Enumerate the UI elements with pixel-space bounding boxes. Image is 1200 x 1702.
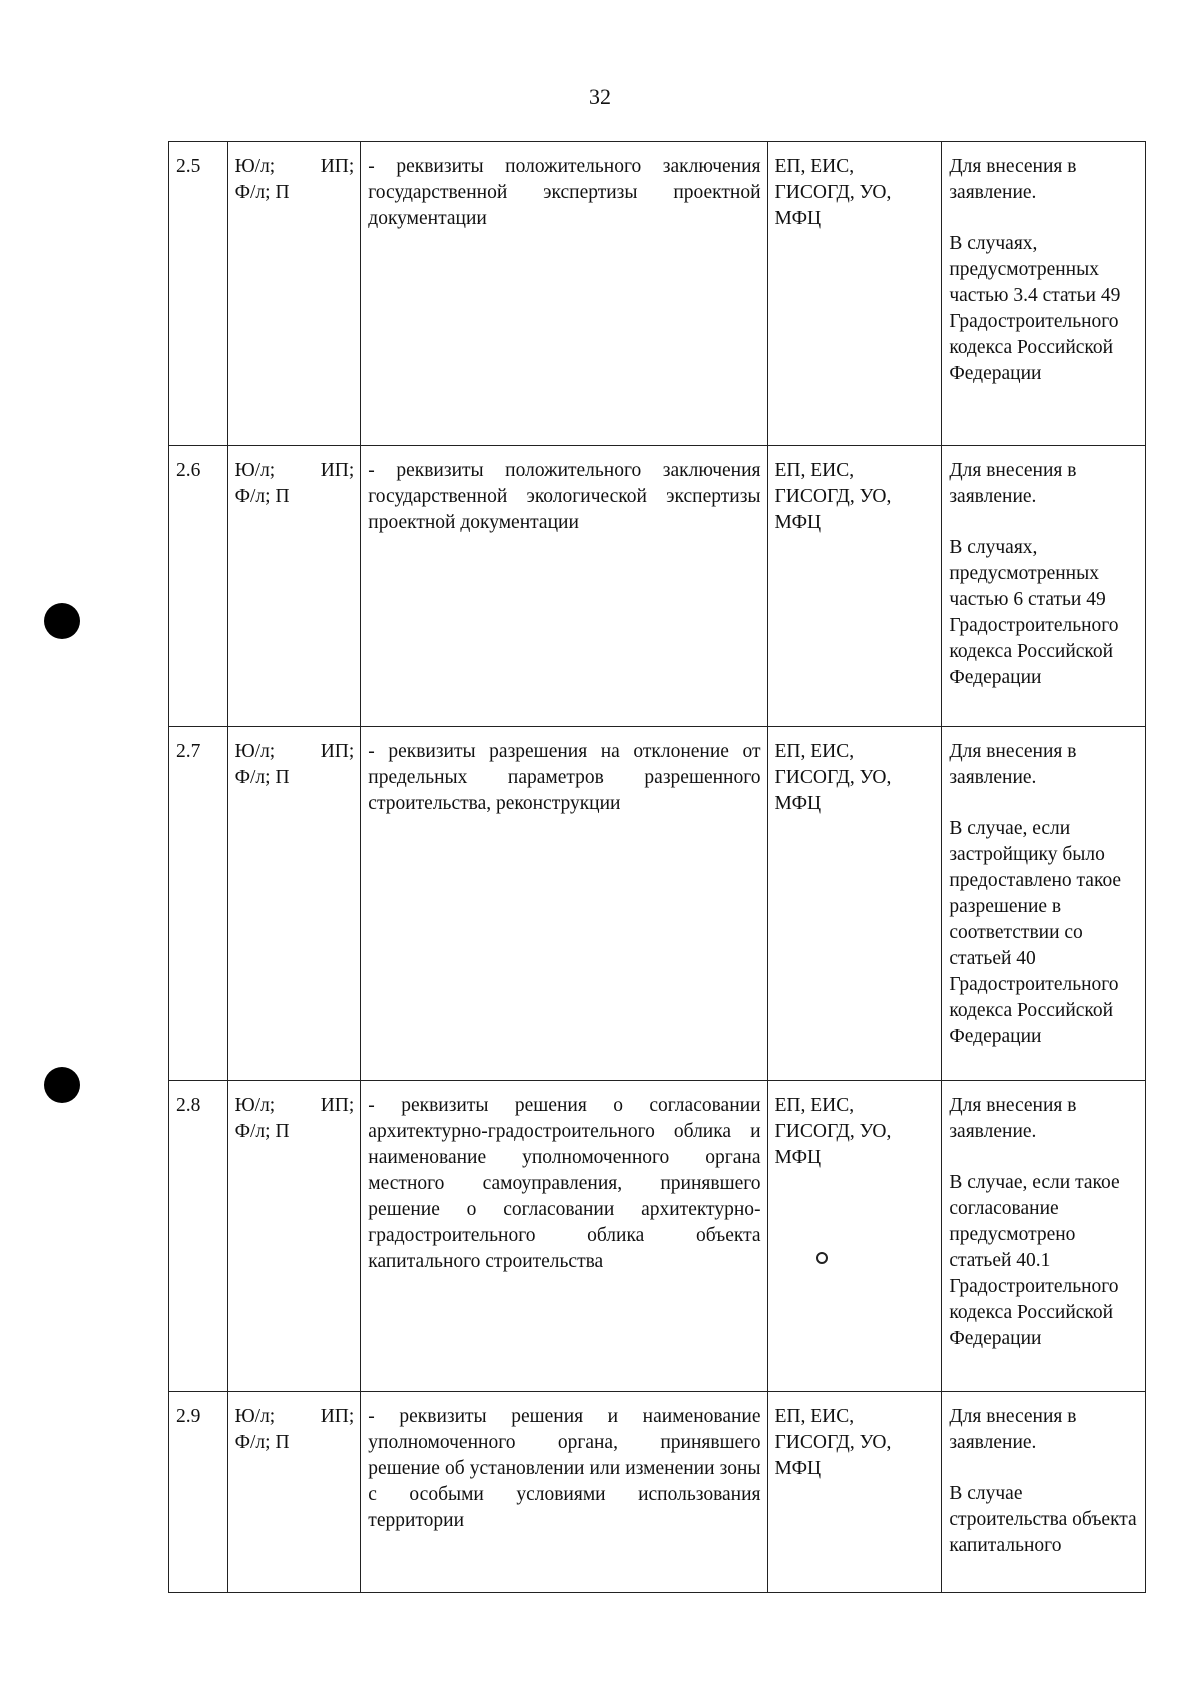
source-line: МФЦ (774, 512, 822, 533)
applicant-type: Ю/л; (234, 156, 276, 177)
note-condition: В случаях, предусмотренных частью 6 статьи 49 Градостроительного кодекса Российской Федерации (949, 537, 1119, 688)
table-row (169, 1392, 1146, 1593)
applicant-category-cell (227, 1081, 361, 1392)
row-number: 2.5 (169, 142, 228, 446)
applicant-type: ИП; (320, 156, 355, 177)
applicant-type: Ф/л; П (234, 486, 290, 507)
applicant-category-cell (227, 446, 361, 727)
page-number: 32 (589, 84, 611, 109)
applicant-type: Ф/л; П (234, 182, 290, 203)
source-systems-cell (767, 446, 942, 727)
row-number: 2.9 (169, 1392, 228, 1593)
source-line: ГИСОГД, УО, (774, 767, 892, 788)
source-line: МФЦ (774, 1458, 822, 1479)
applicant-type: Ю/л; (234, 1095, 276, 1116)
source-line: ЕП, ЕИС, (774, 460, 855, 481)
punch-hole-mark (44, 603, 80, 639)
applicant-category-cell (227, 727, 361, 1081)
note-purpose: Для внесения в заявление. (949, 460, 1077, 507)
note-purpose: Для внесения в заявление. (949, 741, 1077, 788)
note-cell (942, 446, 1146, 727)
applicant-type: Ю/л; (234, 741, 276, 762)
table-row (169, 1081, 1146, 1392)
note-cell (942, 1081, 1146, 1392)
requisites-table (168, 141, 1146, 1593)
row-number: 2.8 (169, 1081, 228, 1392)
source-line: ГИСОГД, УО, (774, 1121, 892, 1142)
source-line: ГИСОГД, УО, (774, 486, 892, 507)
applicant-type: ИП; (320, 1406, 355, 1427)
row-number: 2.7 (169, 727, 228, 1081)
source-line: ГИСОГД, УО, (774, 1432, 892, 1453)
source-line: МФЦ (774, 793, 822, 814)
punch-hole-mark (44, 1067, 80, 1103)
applicant-type: ИП; (320, 460, 355, 481)
note-cell (942, 727, 1146, 1081)
source-line: ЕП, ЕИС, (774, 741, 855, 762)
note-purpose: Для внесения в заявление. (949, 1406, 1077, 1453)
applicant-type: Ю/л; (234, 460, 276, 481)
table-row (169, 727, 1146, 1081)
requisite-description: - реквизиты разрешения на отклонение от предельных параметров разрешенного строительства, реконструкции (361, 727, 767, 1081)
source-systems-cell (767, 727, 942, 1081)
requisite-description: - реквизиты решения и наименование уполномоченного органа, принявшего решение об установлении или изменении зоны с особыми условиями использования территории (361, 1392, 767, 1593)
note-purpose: Для внесения в заявление. (949, 156, 1077, 203)
note-purpose: Для внесения в заявление. (949, 1095, 1077, 1142)
note-condition: В случае, если застройщику было предоставлено такое разрешение в соответствии со статьей 40 Градостроительного кодекса Российской Федерации (949, 818, 1122, 1047)
requisite-description: - реквизиты решения о согласовании архитектурно-градостроительного облика и наименование уполномоченного органа местного самоуправления, принявшего решение о согласовании архитектурно-градостроительного облика объекта капитального строительства (361, 1081, 767, 1392)
row-number: 2.6 (169, 446, 228, 727)
note-cell (942, 142, 1146, 446)
note-condition: В случае строительства объекта капитального (949, 1483, 1137, 1556)
source-systems-cell (767, 1392, 942, 1593)
applicant-category-cell (227, 142, 361, 446)
applicant-type: Ф/л; П (234, 767, 290, 788)
applicant-type: Ф/л; П (234, 1432, 290, 1453)
table-row (169, 446, 1146, 727)
source-systems-cell (767, 1081, 942, 1392)
source-line: МФЦ (774, 208, 822, 229)
applicant-type: Ф/л; П (234, 1121, 290, 1142)
source-line: ЕП, ЕИС, (774, 1095, 855, 1116)
table-row (169, 142, 1146, 446)
note-condition: В случаях, предусмотренных частью 3.4 статьи 49 Градостроительного кодекса Российской Федерации (949, 233, 1121, 384)
requisite-description: - реквизиты положительного заключения государственной экологической экспертизы проектной документации (361, 446, 767, 727)
applicant-category-cell (227, 1392, 361, 1593)
source-line: ЕП, ЕИС, (774, 156, 855, 177)
applicant-type: Ю/л; (234, 1406, 276, 1427)
source-line: МФЦ (774, 1147, 822, 1168)
requisite-description: - реквизиты положительного заключения государственной экспертизы проектной документации (361, 142, 767, 446)
applicant-type: ИП; (320, 741, 355, 762)
note-condition: В случае, если такое согласование предусмотрено статьей 40.1 Градостроительного кодекса Российской Федерации (949, 1172, 1120, 1349)
source-systems-cell (767, 142, 942, 446)
note-cell (942, 1392, 1146, 1593)
applicant-type: ИП; (320, 1095, 355, 1116)
source-line: ГИСОГД, УО, (774, 182, 892, 203)
source-line: ЕП, ЕИС, (774, 1406, 855, 1427)
